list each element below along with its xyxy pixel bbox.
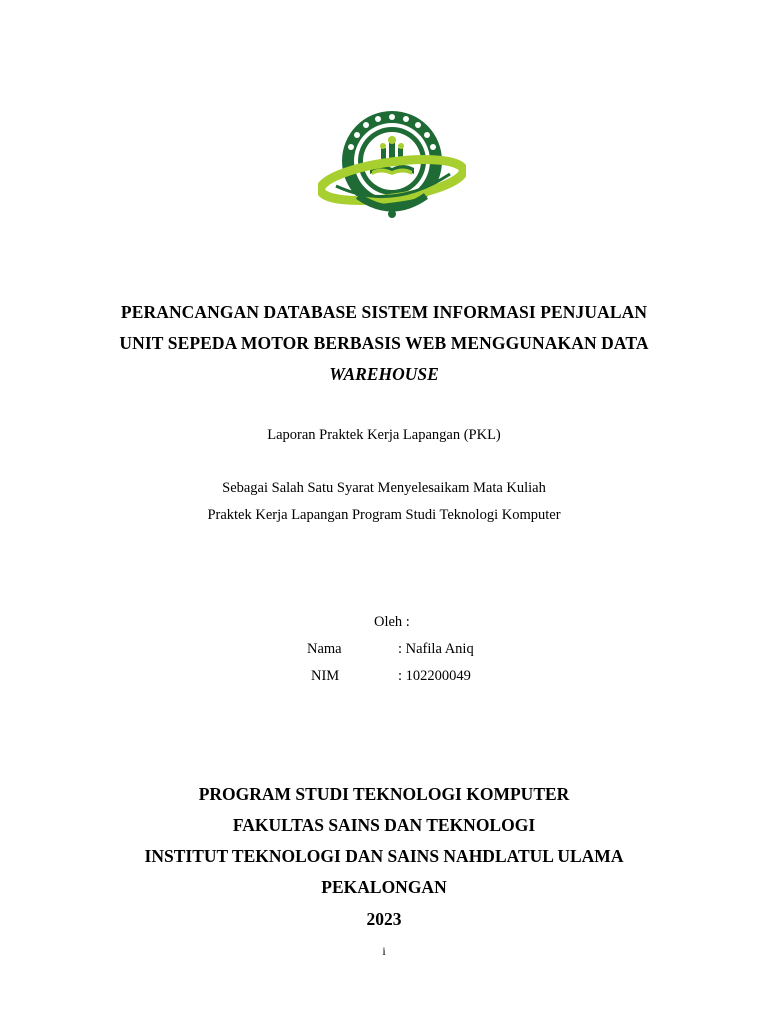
title-line-3: WAREHOUSE xyxy=(329,364,439,384)
nim-label: NIM xyxy=(311,668,340,684)
institution-line-1: PROGRAM STUDI TEKNOLOGI KOMPUTER xyxy=(198,784,570,804)
institution-line-2: FAKULTAS SAINS DAN TEKNOLOGI xyxy=(232,815,536,835)
by-label: Oleh : xyxy=(374,614,410,630)
institution-line-4: PEKALONGAN xyxy=(321,877,447,897)
nim-value: : 102200049 xyxy=(398,668,471,684)
institution-line-3: INSTITUT TEKNOLOGI DAN SAINS NAHDLATUL ULAMA xyxy=(144,846,624,866)
report-type: Laporan Praktek Kerja Lapangan (PKL) xyxy=(267,427,501,443)
page-number: i xyxy=(382,944,386,958)
purpose-line-1: Sebagai Salah Satu Syarat Menyelesaikam Mata Kuliah xyxy=(222,480,546,496)
name-label: Nama xyxy=(307,641,342,657)
year: 2023 xyxy=(366,909,402,929)
purpose-line-2: Praktek Kerja Lapangan Program Studi Teknologi Komputer xyxy=(207,507,561,523)
title-line-2: UNIT SEPEDA MOTOR BERBASIS WEB MENGGUNAKAN DATA xyxy=(119,333,649,353)
title-line-1: PERANCANGAN DATABASE SISTEM INFORMASI PENJUALAN xyxy=(120,302,648,322)
name-value: : Nafila Aniq xyxy=(398,641,474,657)
university-logo xyxy=(318,108,466,226)
